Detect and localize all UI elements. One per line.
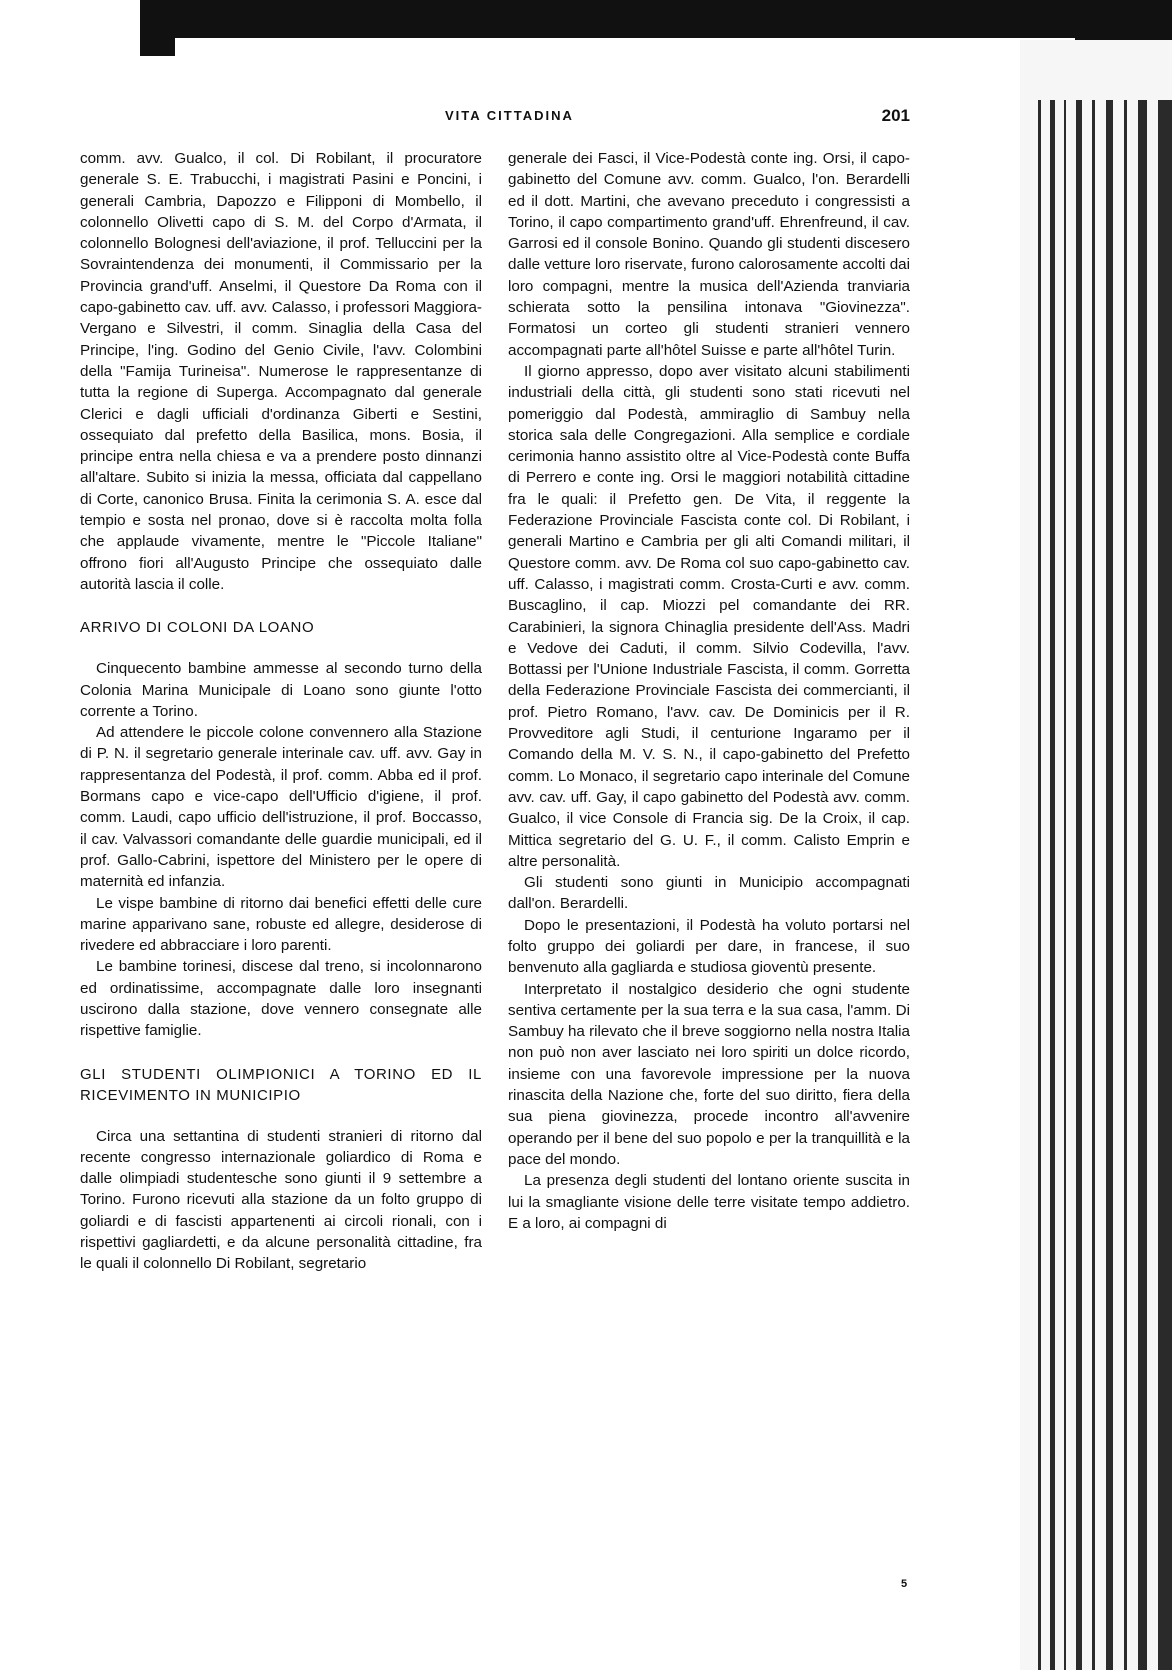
scan-top-border bbox=[0, 0, 1172, 56]
paragraph: comm. avv. Gualco, il col. Di Robilant, il procuratore generale S. E. Trabucchi, i magistrati Pasini e Poncini, i generali Cambria, Dapozzo e Filipponi di Mombello, il colonnello Olivetti capo di S. M. del Corpo d'Armata, il colonnello Bolognesi dell'aviazione, il prof. Telluccini per la Sovraintendenza dei monumenti, il Commissario per la Provincia grand'uff. Anselmi, il Questore Da Roma con il capo-gabinetto cav. uff. avv. Calasso, i professori Maggiora-Vergano e Silvestri, il comm. Sinaglia della Casa del Principe, l'ing. Godino del Genio Civile, l'avv. Colombini della "Famija Turineisa". Numerose le rappresentanze di tutta la regione di Superga. Accompagnato dal generale Clerici e dagli ufficiali d'ordinanza Giberti e Sestini, ossequiato dal prefetto della Basilica, mons. Bosia, il principe entra nella chiesa e va a prendere posto dinnanzi all'altare. Subito si inizia la messa, officiata dal cappellano di Corte, canonico Brusa. Finita la cerimonia S. A. esce dal tempio e sosta nel pronao, dove si è raccolta molta folla che applaude vivamente, mentre le "Piccole Italiane" offrono fiori all'Augusto Principe che ossequiato dalle autorità lascia il colle. bbox=[80, 150, 482, 593]
paragraph: Interpretato il nostalgico desiderio che ogni studente sentiva certamente per la sua terra e la sua casa, l'amm. Di Sambuy ha rilevato che il breve soggiorno nella nostra Italia non può non aver lasciato nei loro spiriti un dolce ricordo, insieme con una favorevole impressione per la nuova rinascita della Nazione che, forte del suo diritto, fiera della sua piena giovinezza, procede incontro all'avvenire operando per il bene del suo popolo e per la tranquillità e la pace del mondo. bbox=[508, 980, 910, 1168]
paragraph: La presenza degli studenti del lontano oriente suscita in lui la smagliante visione delle terre visitate tempo addietro. E a loro, ai compagni di bbox=[508, 1172, 910, 1232]
page-edge-line bbox=[1064, 100, 1066, 1670]
page-edge-line bbox=[1138, 100, 1147, 1670]
paragraph: Le bambine torinesi, discese dal treno, si incolonnarono ed ordinatissime, accompagnate dalle loro insegnanti uscirono dalla stazione, dove vennero consegnate alle rispettive famiglie. bbox=[80, 958, 482, 1040]
running-title: VITA CITTADINA bbox=[445, 108, 574, 123]
paragraph: generale dei Fasci, il Vice-Podestà conte ing. Orsi, il capo-gabinetto del Comune avv. comm. Gualco, l'on. Berardelli ed il dott. Martini, che avevano preceduto i congressisti a Torino, il capo compartimento grand'uff. Ehrenfreund, il cav. Garrosi ed il console Bonino. Quando gli studenti discesero dalle vetture loro riservate, furono calorosamente accolti dai loro compagni, mentre la musica dell'Azienda tranviaria schierata sotto la pensilina intonava "Giovinezza". Formatosi un corteo gli studenti stranieri vennero accompagnati parte all'hôtel Suisse e parte all'hôtel Turin. bbox=[508, 150, 910, 359]
page-edge-line bbox=[1106, 100, 1113, 1670]
paragraph: Circa una settantina di studenti stranieri di ritorno dal recente congresso internazionale goliardico di Roma e dalle olimpiadi studentesche sono giunti il 9 settembre a Torino. Furono ricevuti alla stazione da un folto gruppo di goliardi e di fascisti appartenenti ai circoli rionali, con i rispettivi gagliardetti, e da alcune personalità cittadine, fra le quali il colonnello Di Robilant, segretario bbox=[80, 1127, 482, 1273]
page-edge-line bbox=[1038, 100, 1041, 1670]
signature-mark: 5 bbox=[901, 1578, 908, 1590]
paragraph: Ad attendere le piccole colone convennero alla Stazione di P. N. il segretario generale interinale cav. uff. avv. Gay in rappresentanza del Podestà, il prof. comm. Abba ed il prof. Bormans capo e vice-capo dell'Ufficio d'igiene, il prof. comm. Laudi, capo ufficio dell'istruzione, il prof. Boccasso, il cav. Valvassori comandante delle guardie municipali, ed il prof. Gallo-Cabrini, ispettore del Ministero per le opere di maternità ed infanzia. bbox=[80, 724, 482, 891]
page-edge-line bbox=[1124, 100, 1127, 1670]
page-edge-line bbox=[1076, 100, 1082, 1670]
right-column bbox=[508, 148, 910, 1234]
page-edge-line bbox=[1092, 100, 1095, 1670]
left-column bbox=[80, 148, 482, 1275]
section-heading: ARRIVO DI COLONI DA LOANO bbox=[80, 619, 315, 637]
page-edge-line bbox=[1158, 100, 1172, 1670]
paragraph: Il giorno appresso, dopo aver visitato alcuni stabilimenti industriali della città, gli studenti sono stati ricevuti nel pomeriggio dal Podestà, ammiraglio di Sambuy nella storica sala delle Congregazioni. Alla semplice e cordiale cerimonia hanno assistito oltre al Vice-Podestà conte Buffa di Perrero e conte ing. Orsi le maggiori notabilità cittadine fra le quali: il Prefetto gen. De Vita, il reggente la Federazione Provinciale Fascista conte col. Di Robilant, i generali Martino e Cambria per gli alti Comandi militari, il Questore comm. avv. De Roma col suo capo-gabinetto cav. uff. Calasso, i magistrati comm. Crosta-Curti e avv. comm. Buscaglino, il cap. Miozzi pel comandante dei RR. Carabinieri, la signora Chinaglia presidente dell'Ass. Madri e Vedove dei Caduti, il comm. Silvio Codevilla, l'avv. Bottassi per l'Unione Industriale Fascista, il comm. Gorretta della Federazione Provinciale Fascista dei commercianti, il prof. Pietro Romano, l'avv. cav. De Dominicis per il R. Provveditore agli Studi, il centurione Ingaramo per il Comando della M. V. S. N., il capo-gabinetto del Prefetto comm. Lo Monaco, il segretario capo interinale del Comune avv. cav. uff. Gay, il capo gabinetto del Podestà avv. comm. Gualco, il vice Console di Francia sig. De la Croix, il cap. Mittica segretario del G. U. F., il comm. Calisto Emprin e altre personalità. bbox=[508, 362, 910, 870]
page-number: 201 bbox=[881, 106, 910, 125]
page-edge-line bbox=[1050, 100, 1055, 1670]
book-fore-edge bbox=[1020, 40, 1172, 1670]
paragraph: Gli studenti sono giunti in Municipio accompagnati dall'on. Berardelli. bbox=[508, 874, 910, 913]
paragraph: Le vispe bambine di ritorno dai benefici effetti delle cure marine apparivano sane, robuste ed allegre, desiderose di rivedere ed abbracciare i loro parenti. bbox=[80, 894, 482, 955]
paragraph: Cinquecento bambine ammesse al secondo turno della Colonia Marina Municipale di Loano sono giunte l'otto corrente a Torino. bbox=[80, 660, 482, 720]
paragraph: Dopo le presentazioni, il Podestà ha voluto portarsi nel folto gruppo dei goliardi per dare, in francese, il suo benvenuto alla gagliarda e studiosa gioventù presente. bbox=[508, 916, 910, 977]
page-header bbox=[80, 106, 910, 130]
scan-band-gap bbox=[175, 38, 1075, 56]
section-heading: GLI STUDENTI OLIMPIONICI A TORINO ED IL RICEVIMENTO IN MUNICIPIO bbox=[80, 1065, 482, 1104]
